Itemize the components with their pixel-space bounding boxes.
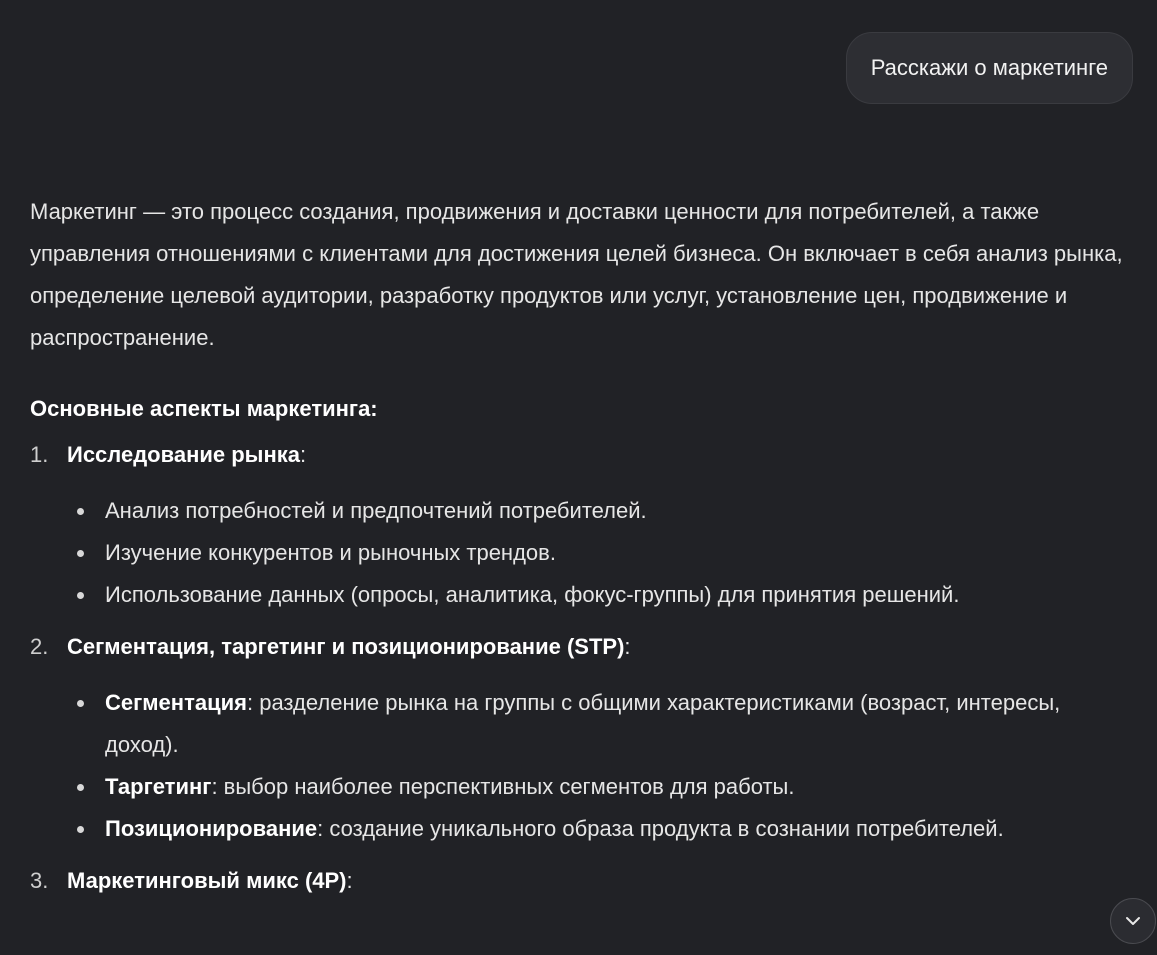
user-message-text: Расскажи о маркетинге [870, 55, 1108, 80]
sub-points [67, 682, 1130, 850]
bullet-icon [77, 592, 84, 599]
response-intro: Маркетинг — это процесс создания, продвижения и доставки ценности для потребителей, а также управления отношениями с клиентами для достижения целей бизнеса. Он включает в себя анализ рынка, определение целевой аудитории, разработку продуктов или услуг, установление цен, продвижение и распространение. [30, 199, 1123, 350]
bullet-text: : выбор наиболее перспективных сегментов для работы. [211, 774, 795, 799]
bullet-term: Позиционирование [105, 816, 318, 841]
chevron-down-icon [1123, 911, 1143, 931]
bullet-text: Анализ потребностей и предпочтений потребителей. [105, 498, 647, 523]
list-item [30, 434, 1130, 616]
list-item-number: 3. [30, 868, 49, 893]
user-message-bubble [846, 32, 1133, 104]
bullet-text: : создание уникального образа продукта в сознании потребителей. [317, 816, 1004, 841]
section-colon: : [624, 634, 631, 659]
aspects-list [30, 434, 1130, 902]
bullet-text: : разделение рынка на группы с общими характеристиками (возраст, интересы, доход). [105, 690, 1061, 757]
scroll-to-bottom-button[interactable] [1110, 898, 1156, 944]
bullet-point [105, 808, 1130, 850]
bullet-term: Таргетинг [105, 774, 212, 799]
bullet-point [105, 682, 1130, 766]
bullet-text: Изучение конкурентов и рыночных трендов. [105, 540, 556, 565]
bullet-point [105, 532, 1130, 574]
bullet-icon [77, 700, 84, 707]
list-item [30, 860, 1130, 902]
bullet-text: Использование данных (опросы, аналитика, фокус-группы) для принятия решений. [105, 582, 960, 607]
bullet-point [105, 766, 1130, 808]
section-title: Сегментация, таргетинг и позиционирование (STP) [67, 634, 625, 659]
assistant-response [30, 191, 1130, 912]
bullet-term: Сегментация [105, 690, 247, 715]
section-title: Исследование рынка [67, 442, 300, 467]
bullet-icon [77, 550, 84, 557]
list-item [30, 626, 1130, 850]
list-item-number: 1. [30, 442, 49, 467]
section-title: Маркетинговый микс (4P) [67, 868, 347, 893]
response-heading: Основные аспекты маркетинга: [30, 396, 378, 421]
section-colon: : [346, 868, 353, 893]
bullet-point [105, 574, 1130, 616]
section-colon: : [300, 442, 307, 467]
bullet-icon [77, 784, 84, 791]
bullet-icon [77, 508, 84, 515]
list-item-number: 2. [30, 634, 49, 659]
sub-points [67, 490, 1130, 616]
bullet-point [105, 490, 1130, 532]
bullet-icon [77, 826, 84, 833]
